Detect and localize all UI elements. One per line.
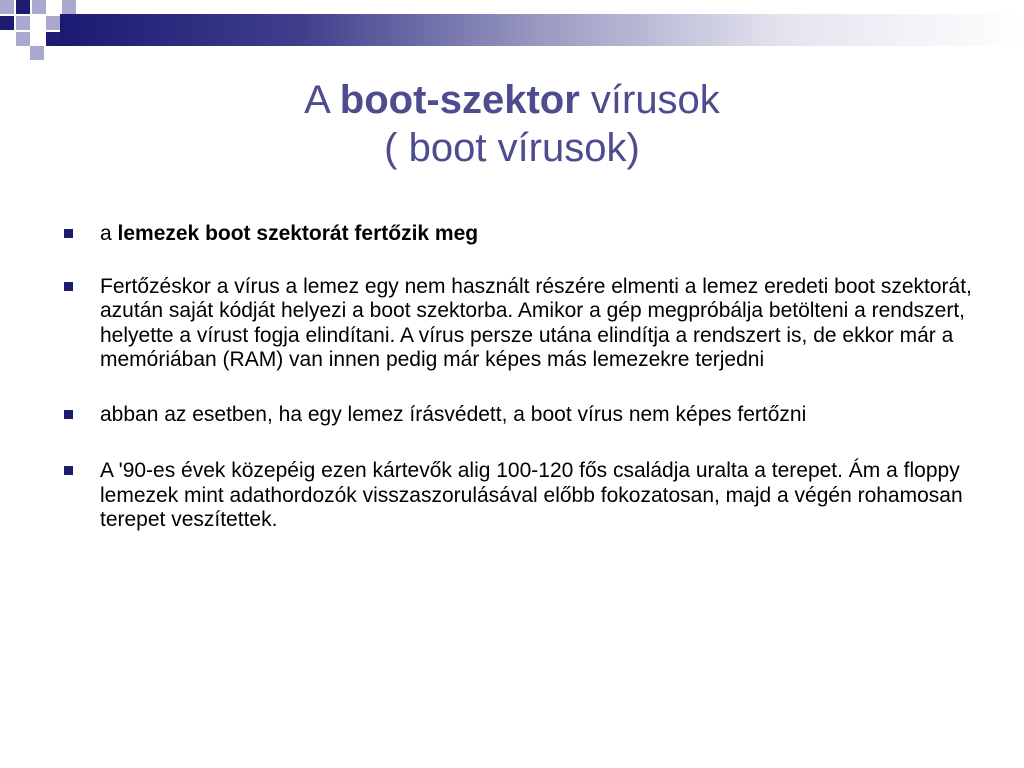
decor-square xyxy=(0,0,14,14)
decor-square xyxy=(46,16,60,30)
title-prefix: A xyxy=(304,78,340,122)
bullet-text-prefix: a xyxy=(100,222,118,245)
title-line-1 xyxy=(0,76,1024,124)
decor-square xyxy=(46,32,60,46)
bullet-list xyxy=(58,222,978,561)
square-bullet-icon xyxy=(64,466,73,475)
decor-square xyxy=(30,46,44,60)
bullet-item xyxy=(58,222,978,247)
slide-title xyxy=(0,76,1024,172)
header-gradient-band xyxy=(60,14,1024,46)
decor-square xyxy=(32,0,46,14)
bullet-item xyxy=(58,275,978,373)
decor-square xyxy=(16,16,30,30)
square-bullet-icon xyxy=(64,229,73,238)
bullet-text: A '90-es évek közepéig ezen kártevők alig 100-120 fős családja uralta a terepet. Ám a floppy lemezek mint adathordozók visszaszorulásával előbb fokozatosan, majd a végén rohamosan terepet veszítettek. xyxy=(100,459,963,531)
decor-square xyxy=(16,32,30,46)
bullet-text-bold: lemezek boot szektorát fertőzik meg xyxy=(117,222,479,245)
bullet-text: Fertőzéskor a vírus a lemez egy nem használt részére elmenti a lemez eredeti boot szektorát, azután saját kódját helyezi a boot szektorba. Amikor a gép megpróbálja betölteni a rendszert, helyette a vírust fogja elindítani. A vírus persze utána elindítja a rendszert is, de ekkor már a memóriában (RAM) van innen pedig már képes más lemezekre terjedni xyxy=(100,274,972,371)
title-bold: boot-szektor xyxy=(339,78,580,122)
title-suffix: vírusok xyxy=(579,78,720,122)
bullet-text: abban az esetben, ha egy lemez írásvédett, a boot vírus nem képes fertőzni xyxy=(100,402,807,426)
decor-square xyxy=(16,0,30,14)
square-bullet-icon xyxy=(64,282,73,291)
decor-square xyxy=(62,0,76,14)
square-bullet-icon xyxy=(64,410,73,419)
decor-square xyxy=(0,16,14,30)
title-line-2: ( boot vírusok) xyxy=(384,126,640,170)
bullet-item xyxy=(58,459,978,533)
bullet-item xyxy=(58,403,978,428)
